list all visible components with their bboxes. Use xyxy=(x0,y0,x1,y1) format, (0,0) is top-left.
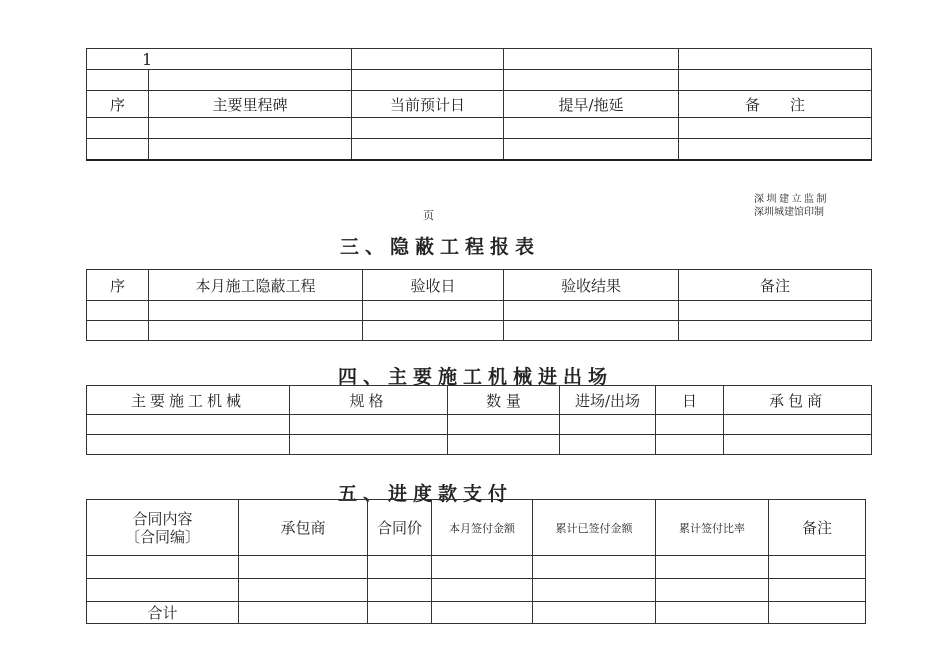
col-header-contractor: 承包商 xyxy=(724,386,872,415)
progress-payment-table xyxy=(86,499,866,624)
total-label: 合计 xyxy=(87,602,239,624)
col-header-remarks: 备注 xyxy=(769,500,866,556)
header-row xyxy=(87,500,866,556)
table-row xyxy=(87,321,872,341)
header-row xyxy=(87,270,872,301)
table-row xyxy=(87,118,872,139)
col-header-expected-date: 当前预计日 xyxy=(352,91,504,118)
total-row xyxy=(87,602,866,624)
col-header-quantity: 数 量 xyxy=(448,386,560,415)
table-row xyxy=(87,49,872,70)
page-label: 页 xyxy=(423,209,434,222)
table-row xyxy=(87,556,866,579)
hidden-works-table xyxy=(86,269,872,341)
publisher-line-2: 深圳城建馆印制 xyxy=(754,207,824,218)
col-header-contract-price: 合同价 xyxy=(368,500,432,556)
col-header-contractor: 承包商 xyxy=(239,500,368,556)
col-header-remarks: 备注 xyxy=(679,270,872,301)
col-header-acceptance-date: 验收日 xyxy=(363,270,504,301)
table-row xyxy=(87,579,866,602)
table-row xyxy=(87,301,872,321)
header-row xyxy=(87,91,872,118)
col-header-in-out: 进场/出场 xyxy=(560,386,656,415)
table-row xyxy=(87,139,872,161)
machinery-table xyxy=(86,385,872,455)
section3-title: 三、隐蔽工程报表 xyxy=(340,236,541,258)
col-header-spec: 规格 xyxy=(290,386,448,415)
col-header-monthly-amount: 本月签付金额 xyxy=(432,500,533,556)
page-number: 1 xyxy=(87,49,149,70)
table-row xyxy=(87,435,872,455)
table-row xyxy=(87,415,872,435)
col-header-seq: 序 xyxy=(87,91,149,118)
col-header-milestone: 主要里程碑 xyxy=(149,91,352,118)
section5-title: 五、进度款支付 xyxy=(338,483,514,505)
header-row xyxy=(87,386,872,415)
col-header-seq: 序 xyxy=(87,270,149,301)
publisher-note xyxy=(754,193,829,219)
milestone-table xyxy=(86,48,872,161)
section4-title: 四、主要施工机械进出场 xyxy=(338,366,614,388)
col-header-cumulative-ratio: 累计签付比率 xyxy=(656,500,769,556)
col-header-contract-content xyxy=(87,500,239,556)
col-header-early-delay: 提早/拖延 xyxy=(504,91,679,118)
col-header-machinery: 主要施工机械 xyxy=(87,386,290,415)
contract-number-label: 〔合同编〕 xyxy=(124,527,200,546)
publisher-line-1: 深圳建立监制 xyxy=(754,194,829,205)
col-header-day: 日 xyxy=(656,386,724,415)
col-header-hidden-works: 本月施工隐蔽工程 xyxy=(149,270,363,301)
contract-content-label: 合同内容 xyxy=(132,509,193,528)
col-header-acceptance-result: 验收结果 xyxy=(504,270,679,301)
table-row xyxy=(87,70,872,91)
col-header-remarks: 备 注 xyxy=(679,91,872,118)
col-header-cumulative-amount: 累计已签付金额 xyxy=(533,500,656,556)
